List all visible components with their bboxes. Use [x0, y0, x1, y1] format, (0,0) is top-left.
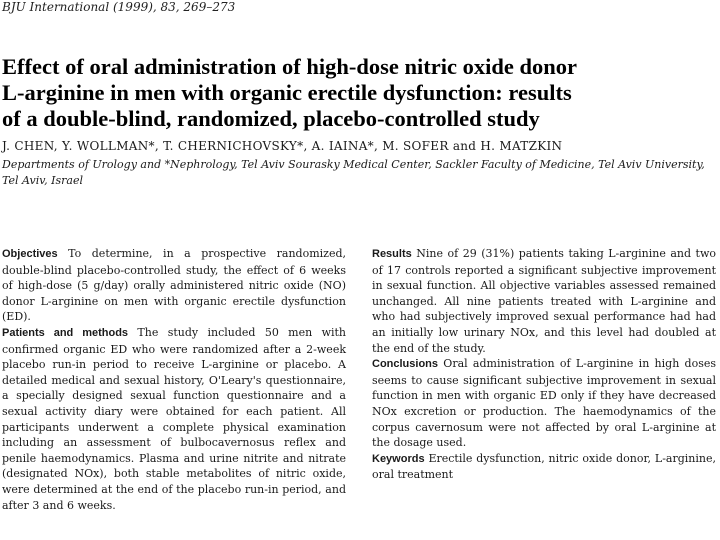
results-heading: Results — [372, 248, 412, 260]
affiliation-line-1: Departments of Urology and *Nephrology, Tel Aviv Sourasky Medical Center, Sackler Faculty of Medicine, Tel Aviv University, — [2, 158, 705, 171]
methods-heading: Patients and methods — [2, 326, 129, 339]
article-title — [2, 54, 718, 132]
abstract-right-column — [372, 246, 716, 483]
title-line-3: of a double-blind, randomized, placebo-controlled study — [2, 106, 540, 131]
keywords-heading: Keywords — [372, 452, 425, 465]
conclusions-heading: Conclusions — [372, 358, 439, 371]
conclusions-text: Oral administration of L-arginine in high doses seems to cause significant subjective improvement in sexual function in men with organic ED only if they have decreased NOx excretion or production. The haemodynamics of the corpus cavernosum were not affected by oral L-arginine at the dosage used. — [372, 357, 717, 450]
conclusions-section — [372, 356, 716, 451]
methods-text: The study included 50 men with confirmed organic ED who were randomized after a 2-week placebo run-in period to receive L-arginine or placebo. A detailed medical and sexual history, O'Leary's questionnaire, a specially designed sexual function questionnaire and a sexual activity diary were obtained for each patient. All participants underwent a complete physical examination including an assessment of bulbocavernosus reflex and penile haemodynamics. Plasma and urine nitrite and nitrate (designated NOx), both stable metabolites of nitric oxide, were determined at the end of the placebo run-in period, and after 3 and 6 weeks. — [2, 325, 347, 512]
objectives-heading: Objectives — [2, 248, 58, 260]
keywords-section — [372, 451, 716, 483]
results-section — [372, 246, 716, 356]
affiliation-line-2: Tel Aviv, Israel — [2, 174, 83, 187]
objectives-section — [2, 246, 346, 325]
title-line-2: L-arginine in men with organic erectile dysfunction: results — [2, 80, 572, 105]
author-list: J. CHEN, Y. WOLLMAN*, T. CHERNICHOVSKY*, A. IAINA*, M. SOFER and H. MATZKIN — [2, 139, 563, 153]
results-text: Nine of 29 (31%) patients taking L-arginine and two of 17 controls reported a significant subjective improvement in sexual function. All objective variables assessed remained unchanged. All nine patients treated with L-arginine and who had subjectively improved sexual performance had had an initially low urinary NOx, and this level had doubled at the end of the study. — [372, 247, 717, 355]
title-line-1: Effect of oral administration of high-dose nitric oxide donor — [2, 54, 577, 79]
keywords-text: Erectile dysfunction, nitric oxide donor, L-arginine, oral treatment — [372, 451, 717, 482]
affiliation — [2, 157, 718, 189]
journal-citation: BJU International (1999), 83, 269–273 — [2, 0, 236, 14]
methods-section — [2, 325, 346, 513]
abstract-left-column — [2, 246, 346, 513]
objectives-text: To determine, in a prospective randomized, double-blind placebo-controlled study, the effect of 6 weeks of high-dose (5 g/day) orally administered nitric oxide (NO) donor L-arginine on men with organic erectile dysfunction (ED). — [2, 247, 347, 324]
